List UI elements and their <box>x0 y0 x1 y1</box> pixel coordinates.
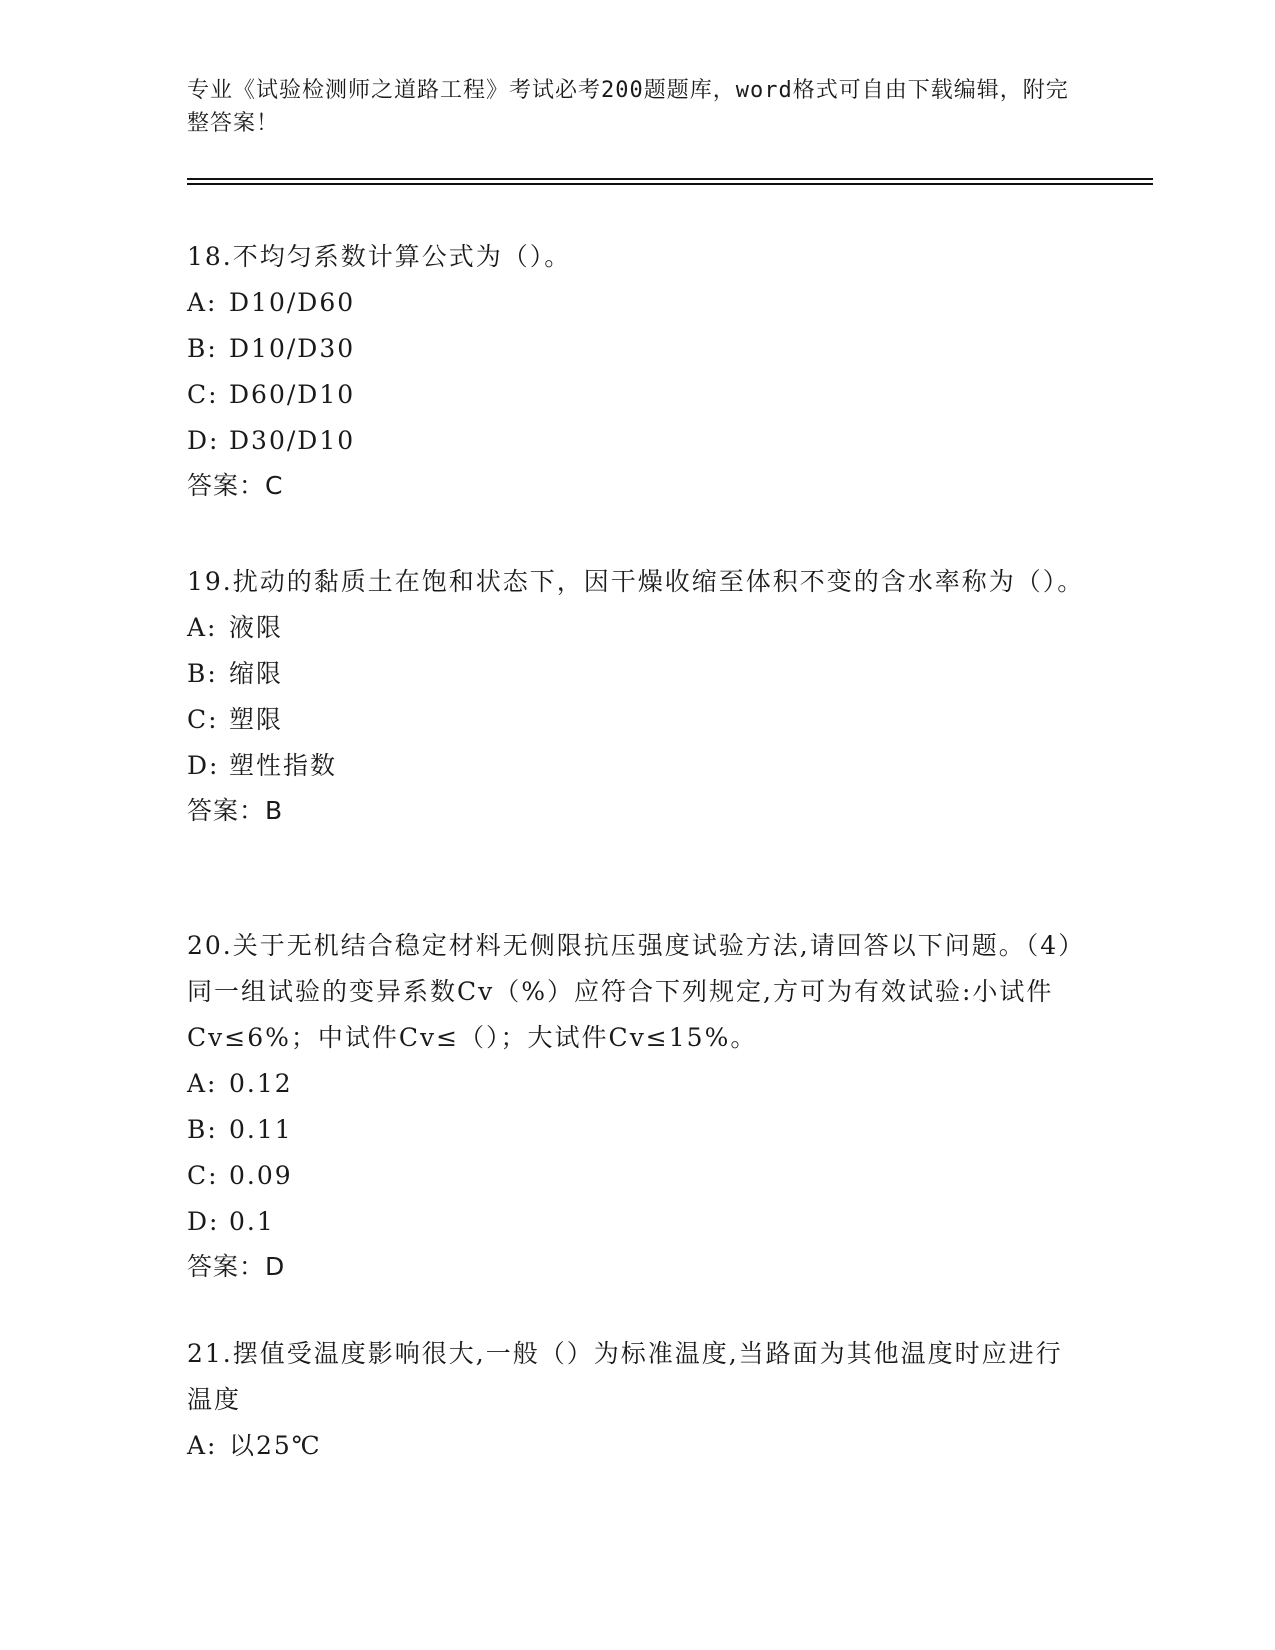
document-header: 专业《试验检测师之道路工程》考试必考200题题库，word格式可自由下载编辑，附完整答案！ <box>187 78 1069 136</box>
option-text: 塑性指数 <box>229 751 338 780</box>
question-20 <box>187 923 1087 1289</box>
option-a <box>187 1061 1087 1107</box>
header-divider-top <box>187 178 1153 180</box>
question-21 <box>187 1331 1087 1469</box>
answer-line: 答案：B <box>187 796 284 825</box>
option-letter: B: <box>187 1115 218 1144</box>
question-stem: 21.摆值受温度影响很大,一般（）为标准温度,当路面为其他温度时应进行温度 <box>187 1339 1063 1414</box>
option-letter: D: <box>187 751 220 780</box>
option-text: 塑限 <box>229 705 284 734</box>
option-letter: A: <box>187 613 218 642</box>
option-b <box>187 326 1087 372</box>
option-b <box>187 651 1087 697</box>
option-a <box>187 1423 1087 1469</box>
option-d <box>187 1199 1087 1245</box>
option-letter: D: <box>187 426 220 455</box>
question-19 <box>187 559 1087 833</box>
option-c <box>187 372 1087 418</box>
option-text: D60/D10 <box>229 380 356 409</box>
option-letter: D: <box>187 1207 220 1236</box>
question-stem: 20.关于无机结合稳定材料无侧限抗压强度试验方法,请回答以下问题。（4）同一组试验的变异系数Cv（%）应符合下列规定,方可为有效试验:小试件Cv≤6%；中试件Cv≤（）；大试件Cv≤15%。 <box>187 931 1086 1052</box>
option-a <box>187 605 1087 651</box>
option-letter: C: <box>187 705 219 734</box>
header-divider-bottom <box>187 183 1153 185</box>
option-a <box>187 280 1087 326</box>
option-b <box>187 1107 1087 1153</box>
option-letter: A: <box>187 1069 218 1098</box>
option-text: 0.12 <box>229 1069 293 1098</box>
option-text: 以25℃ <box>229 1431 322 1460</box>
option-letter: B: <box>187 659 218 688</box>
question-stem: 19.扰动的黏质土在饱和状态下，因干燥收缩至体积不变的含水率称为（）。 <box>187 567 1085 596</box>
option-text: 0.1 <box>229 1207 275 1236</box>
answer-line: 答案：C <box>187 471 284 500</box>
option-text: 液限 <box>229 613 284 642</box>
option-letter: C: <box>187 380 219 409</box>
option-letter: B: <box>187 334 218 363</box>
option-text: 0.11 <box>229 1115 293 1144</box>
option-text: 缩限 <box>229 659 284 688</box>
option-d <box>187 418 1087 464</box>
option-c <box>187 1153 1087 1199</box>
option-text: D10/D30 <box>229 334 356 363</box>
option-text: D10/D60 <box>229 288 356 317</box>
option-text: D30/D10 <box>229 426 356 455</box>
option-d <box>187 743 1087 789</box>
question-18 <box>187 234 1087 508</box>
answer-line: 答案：D <box>187 1252 286 1281</box>
option-c <box>187 697 1087 743</box>
option-letter: C: <box>187 1161 219 1190</box>
option-letter: A: <box>187 1431 218 1460</box>
question-stem: 18.不均匀系数计算公式为（）。 <box>187 242 572 271</box>
option-letter: A: <box>187 288 218 317</box>
option-text: 0.09 <box>229 1161 293 1190</box>
